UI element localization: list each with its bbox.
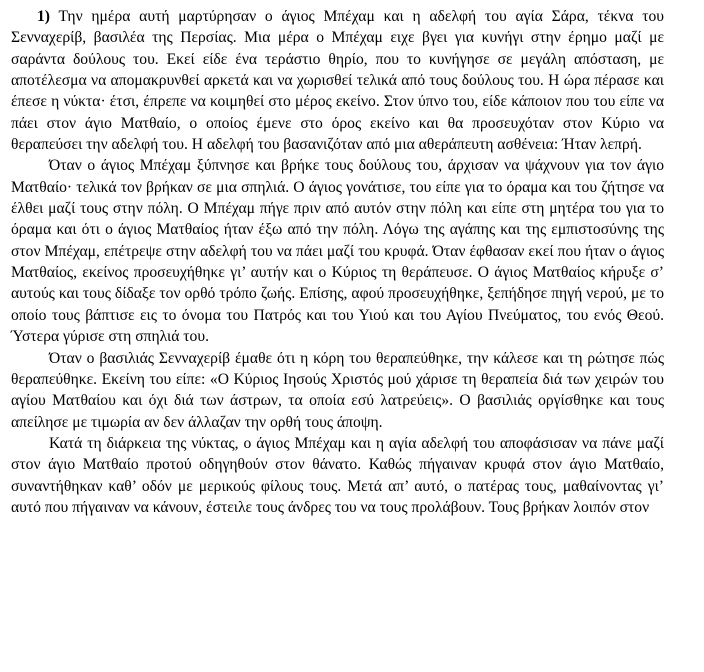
paragraph-2: Όταν ο άγιος Μπέχαμ ξύπνησε και βρήκε τους δούλους του, άρχισαν να ψάχνουν για τον άγιο Ματθαίο· τελικά τον βρήκαν σε μια σπηλιά. Ο άγιος γονάτισε, του είπε για το όραμα και του ζήτησε να έλθει μαζί τους στην πόλη. Ο Μπέχαμ πήγε πριν από αυτόν στην πόλη και είπε στη μητέρα του για το όραμα και ότι ο άγιος Ματθαίος ήταν έξω από την πόλη. Λόγω της αγάπης και της εμπιστοσύνης της στον Μπέχαμ, επέτρεψε στην αδελφή του να πάει μαζί του κρυφά. Όταν έφθασαν εκεί που ήταν ο άγιος Ματθαίος, εκείνος προσευχήθηκε γι’ αυτήν και ο Κύριος τη θεράπευσε. Ο άγιος Ματθαίος κήρυξε σ’ αυτούς και τους δίδαξε τον ορθό τρόπο ζωής. Επίσης, αφού προσευχήθηκε, ξεπήδησε πηγή νερού, με το οποίο τους βάπτισε εις το όνομα του Πατρός και του Υιού και του Αγίου Πνεύματος, του ενός Θεού. Ύστερα γύρισε στη σπηλιά του. (11, 157, 664, 346)
paragraph-number: 1) (37, 8, 50, 25)
paragraph-3: Όταν ο βασιλιάς Σενναχερίβ έμαθε ότι η κόρη του θεραπεύθηκε, την κάλεσε και τη ρώτησε πώς θεραπεύθηκε. Εκείνη του είπε: «Ο Κύριος Ιησούς Χριστός μού χάρισε τη θεραπεία διά των χειρών του αγίου Ματθαίου και όχι διά των άστρων, τα οποία εσύ λατρεύεις». Ο βασιλιάς οργίσθηκε και τους απείλησε με τιμωρία αν δεν άλλαζαν την ορθή τους άποψη. (11, 349, 664, 431)
paragraph-1-text: Την ημέρα αυτή μαρτύρησαν ο άγιος Μπέχαμ και η αδελφή του αγία Σάρα, τέκνα του Σενναχερίβ, βασιλέα της Περσίας. Μια μέρα ο Μπέχαμ ειχε βγει για κυνήγι στην έρημο μαζί με σαράντα δούλους του. Εκεί είδε ένα τεράστιο θηρίο, που το κυνήγησε σε μεγάλη απόσταση, με αποτέλεσμα να απομακρυνθεί αρκετά και να χωρισθεί τελικά από τους δούλους του. Η ώρα πέρασε και έπεσε η νύκτα· έτσι, έπρεπε να κοιμηθεί στο μέρος εκείνο. Στον ύπνο του, είδε κάποιον που του είπε να πάει στον άγιο Ματθαίο, ο οποίος έμενε στο όρος εκείνο και θα προσευχόταν στον Κύριο να θεραπεύσει την αδελφή του. Η αδελφή του βασανιζόταν από μια αθεράπευτη ασθένεια: Ήταν λεπρή. (11, 8, 664, 154)
paragraph-4: Κατά τη διάρκεια της νύκτας, ο άγιος Μπέχαμ και η αγία αδελφή του αποφάσισαν να πάνε μαζί στον άγιο Ματθαίο προτού οδηγηθούν στον θάνατο. Καθώς πήγαιναν κρυφά στον άγιο Ματθαίο, συναντήθηκαν καθ’ οδόν με μερικούς φίλους τους. Μετά απ’ αυτό, ο πατέρας τους, μαθαίνοντας γι’ αυτό που πήγαιναν να κάνουν, έστειλε τους άνδρες του να τους προλάβουν. Τους βρήκαν λοιπόν στον (11, 434, 664, 516)
paragraph-1 (11, 6, 664, 155)
document-page (11, 6, 664, 518)
